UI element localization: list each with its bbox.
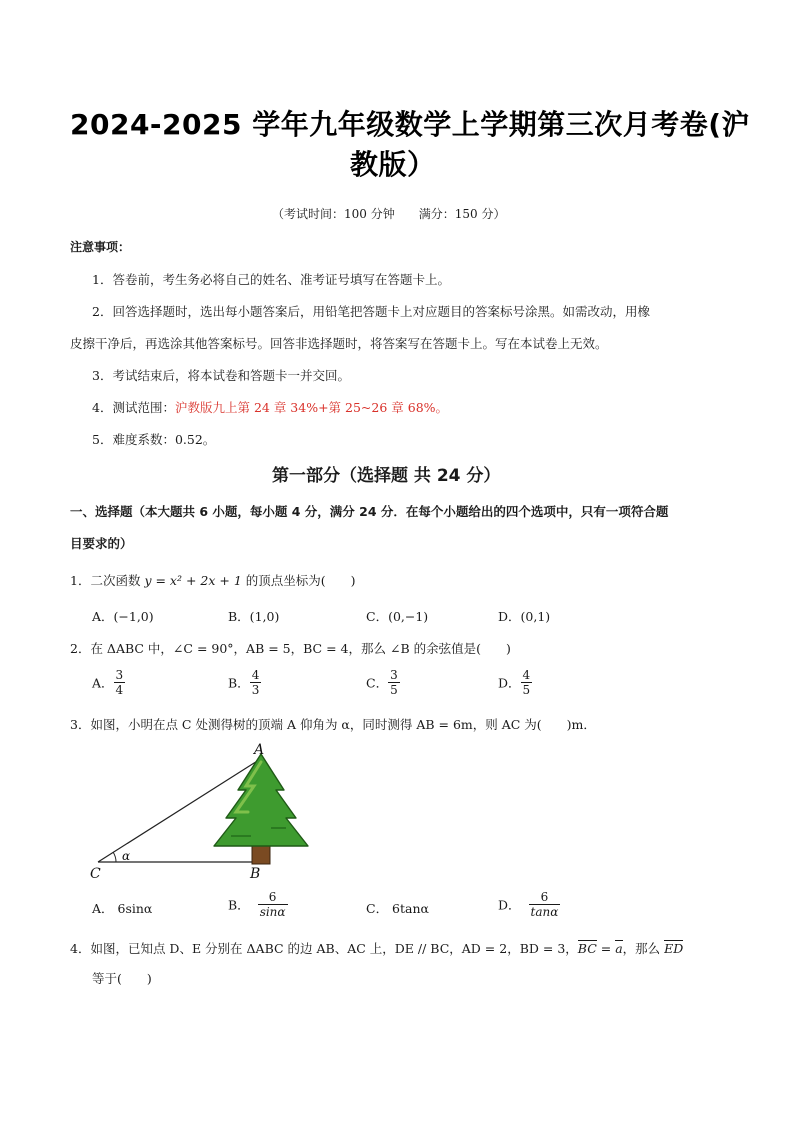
page-title-line2: 教版） xyxy=(350,148,436,181)
vector-ed: ED xyxy=(664,941,684,956)
q3-option-d: D． $\frac{6}{\tan\alpha}$ xyxy=(498,890,559,919)
note-item-4 xyxy=(92,398,448,416)
question-4-line1: 4．如图，已知点 D、E 分别在 ΔABC 的边 AB、AC 上，DE // BC，AD = 2，BD = 3，BC = a，那么 ED xyxy=(70,941,684,956)
question-1: 1．二次函数 y = x² + 2x + 1 的顶点坐标为( ) xyxy=(70,573,356,588)
part-title: 第一部分（选择题 共 24 分） xyxy=(272,466,501,486)
section-heading-line2: 目要求的） xyxy=(70,536,133,551)
page-title-line1: 2024-2025 学年九年级数学上学期第三次月考卷(沪 xyxy=(70,108,751,141)
q1-option-c: C．(0,−1) xyxy=(366,609,429,624)
section-heading-line1: 一、选择题（本大题共 6 小题，每小题 4 分，满分 24 分．在每个小题给出的四个选项中，只有一项符合题 xyxy=(70,504,669,519)
tree-icon xyxy=(214,754,308,864)
q1-option-a: A．(−1,0) xyxy=(92,609,154,624)
vector-bc: BC xyxy=(577,941,597,956)
note-item-2-cont: 皮擦干净后，再选涂其他答案标号。回答非选择题时，将答案写在答题卡上。写在本试卷上无效。 xyxy=(70,336,608,351)
q1-option-b: B．(1,0) xyxy=(228,609,280,624)
range-value: 沪教版九上第 24 章 34%+第 25~26 章 68%。 xyxy=(174,400,449,415)
q2-option-c: C． $\frac{3}{5}$ xyxy=(366,668,398,697)
q2-option-a: A． $\frac{3}{4}$ xyxy=(92,668,124,697)
label-alpha: α xyxy=(122,849,131,863)
note-item-5: 5．难度系数：0.52。 xyxy=(92,432,216,447)
note-item-2: 2．回答选择题时，选出每小题答案后，用铅笔把答题卡上对应题目的答案标号涂黑。如需改动，用橡 xyxy=(92,304,650,319)
label-c: C xyxy=(90,866,101,880)
q2-option-b: B． $\frac{4}{3}$ xyxy=(228,668,260,697)
label-a: A xyxy=(254,742,265,758)
range-label: 4．测试范围： xyxy=(92,400,175,415)
q1-option-d: D．(0,1) xyxy=(498,609,551,624)
label-b: B xyxy=(250,866,261,880)
vector-a: a xyxy=(615,941,623,956)
q1-function: y = x² + 2x + 1 xyxy=(144,573,242,588)
q3-option-c: C． 6tanα xyxy=(366,901,429,916)
q2-option-d: D． $\frac{4}{5}$ xyxy=(498,668,531,697)
question-2: 2．在 ΔABC 中，∠C = 90°，AB = 5，BC = 4，那么 ∠B 的余弦值是( ) xyxy=(70,641,511,656)
question-4-line2: 等于( ) xyxy=(92,971,152,986)
q3-option-b: B． $\frac{6}{\sin\alpha}$ xyxy=(228,890,286,919)
notes-heading: 注意事项： xyxy=(70,240,131,254)
exam-info: （考试时间：100 分钟 满分：150 分） xyxy=(272,207,506,221)
note-item-1: 1．答卷前，考生务必将自己的姓名、准考证号填写在答题卡上。 xyxy=(92,272,450,287)
q3-option-a: A． 6sinα xyxy=(92,901,153,916)
question-3: 3．如图，小明在点 C 处测得树的顶端 A 仰角为 α，同时测得 AB = 6m，则 AC 为( )m． xyxy=(70,717,596,732)
note-item-3: 3．考试结束后，将本试卷和答题卡一并交回。 xyxy=(92,368,350,383)
angle-arc xyxy=(113,852,116,862)
q3-figure xyxy=(86,740,316,880)
